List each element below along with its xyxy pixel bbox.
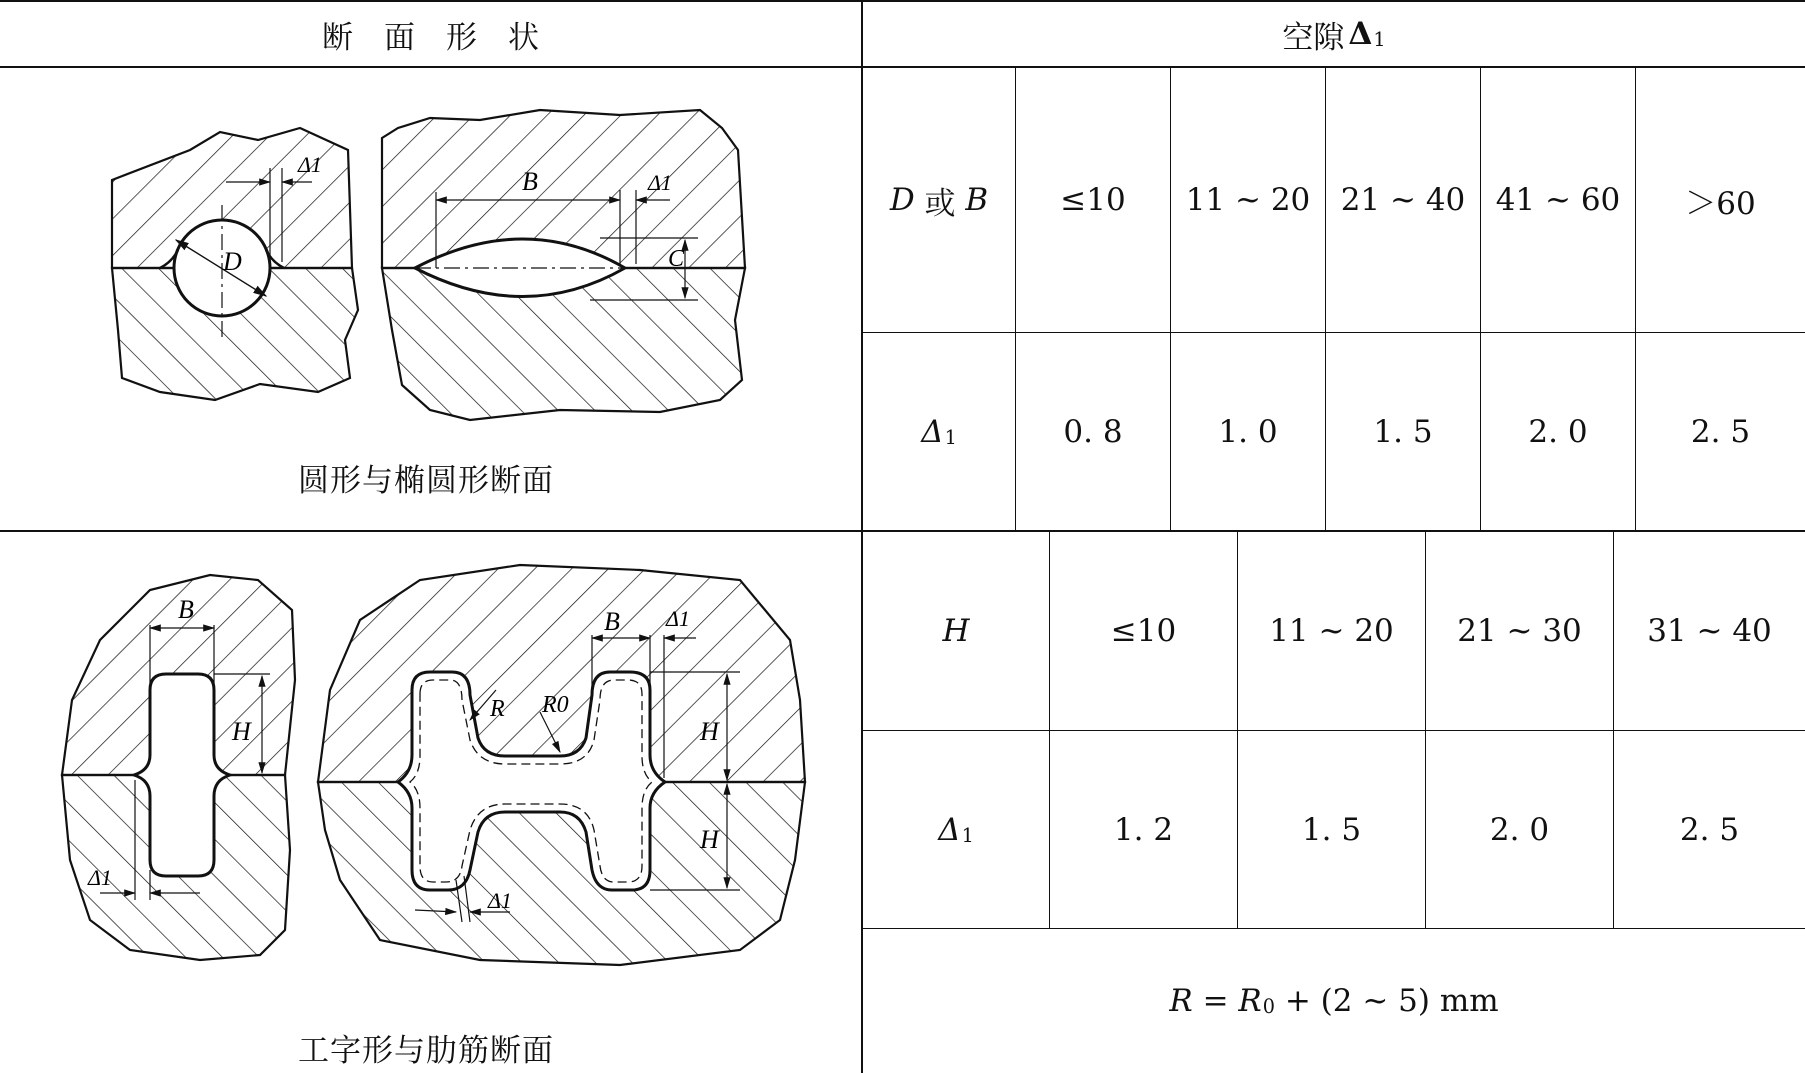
header-clearance: [863, 2, 1805, 66]
s2-range-cell: 21 ~ 30: [1457, 613, 1582, 649]
round-section-figure: [112, 128, 358, 400]
fig-label-delta1: Δ1: [298, 152, 322, 177]
label-D: D: [889, 182, 915, 218]
fig-label-R: R: [490, 696, 505, 722]
s1-row-label-delta: [863, 333, 1015, 530]
s1-row-label-size: [863, 68, 1015, 332]
fig-label-delta1: Δ1: [666, 606, 690, 631]
s2-range-cell: ≤10: [1110, 613, 1177, 649]
label-or: 或: [914, 185, 966, 222]
header-delta-symbol: Δ: [1348, 16, 1373, 52]
s2-row-label-delta: [863, 731, 1049, 928]
formula-R: R: [1169, 983, 1193, 1019]
s2-range-cell: 11 ~ 20: [1269, 613, 1394, 649]
fig-label-delta1: Δ1: [88, 865, 112, 890]
delta-symbol: Δ: [938, 811, 961, 848]
formula-rest: + (2 ~ 5) mm: [1274, 983, 1499, 1019]
header-delta-sub: 1: [1373, 28, 1386, 52]
fig-label-B: B: [178, 595, 194, 624]
s1-range-cell: ≤10: [1060, 182, 1126, 218]
formula-R0: R: [1238, 983, 1262, 1019]
formula-R0-sub: 0: [1262, 995, 1275, 1019]
s1-range-cell: ＞60: [1685, 185, 1756, 222]
fig-label-delta1: Δ1: [488, 888, 512, 913]
s1-value-cell: 1. 5: [1373, 413, 1433, 450]
label-B: B: [965, 182, 989, 218]
fig-label-R0: R0: [542, 692, 569, 718]
delta-symbol: Δ: [921, 413, 944, 450]
header-clearance-text: 空隙: [1282, 19, 1345, 56]
fig-label-B: B: [604, 607, 620, 636]
fig-label-delta1: Δ1: [648, 170, 672, 195]
s2-row-label-h: H: [942, 613, 970, 649]
fig-label-D: D: [223, 247, 242, 276]
fig-label-H: H: [700, 717, 719, 746]
caption-round-elliptic: 圆形与椭圆形断面: [298, 463, 554, 499]
s1-value-cell: 1. 0: [1218, 413, 1278, 450]
section-drawings: [0, 0, 861, 1073]
s2-value-cell: 1. 5: [1301, 811, 1362, 848]
s2-range-cell: 31 ~ 40: [1647, 613, 1772, 649]
formula-eq: =: [1192, 983, 1239, 1019]
delta-sub: 1: [944, 425, 957, 449]
s2-value-cell: 2. 5: [1679, 811, 1740, 848]
s2-formula: [863, 929, 1805, 1073]
s1-range-cell: 41 ~ 60: [1495, 182, 1621, 218]
caption-i-beam-rib: 工字形与肋筋断面: [298, 1033, 554, 1069]
elliptic-section-figure: [382, 110, 745, 420]
i-shape-figure: [62, 575, 295, 960]
s2-value-cell: 1. 2: [1113, 811, 1174, 848]
delta-sub: 1: [961, 823, 974, 847]
fig-label-C: C: [668, 246, 685, 272]
s1-value-cell: 2. 0: [1528, 413, 1588, 450]
s1-range-cell: 21 ~ 40: [1340, 182, 1466, 218]
s1-range-cell: 11 ~ 20: [1185, 182, 1311, 218]
s1-value-cell: 2. 5: [1690, 413, 1751, 450]
fig-label-H: H: [232, 717, 251, 746]
fig-label-B: B: [522, 167, 538, 196]
header-section-shape: 断 面 形 状: [322, 19, 539, 56]
fig-label-H: H: [700, 825, 719, 854]
s2-value-cell: 2. 0: [1489, 811, 1550, 848]
s1-value-cell: 0. 8: [1063, 413, 1123, 450]
rib-section-figure: [318, 565, 805, 965]
